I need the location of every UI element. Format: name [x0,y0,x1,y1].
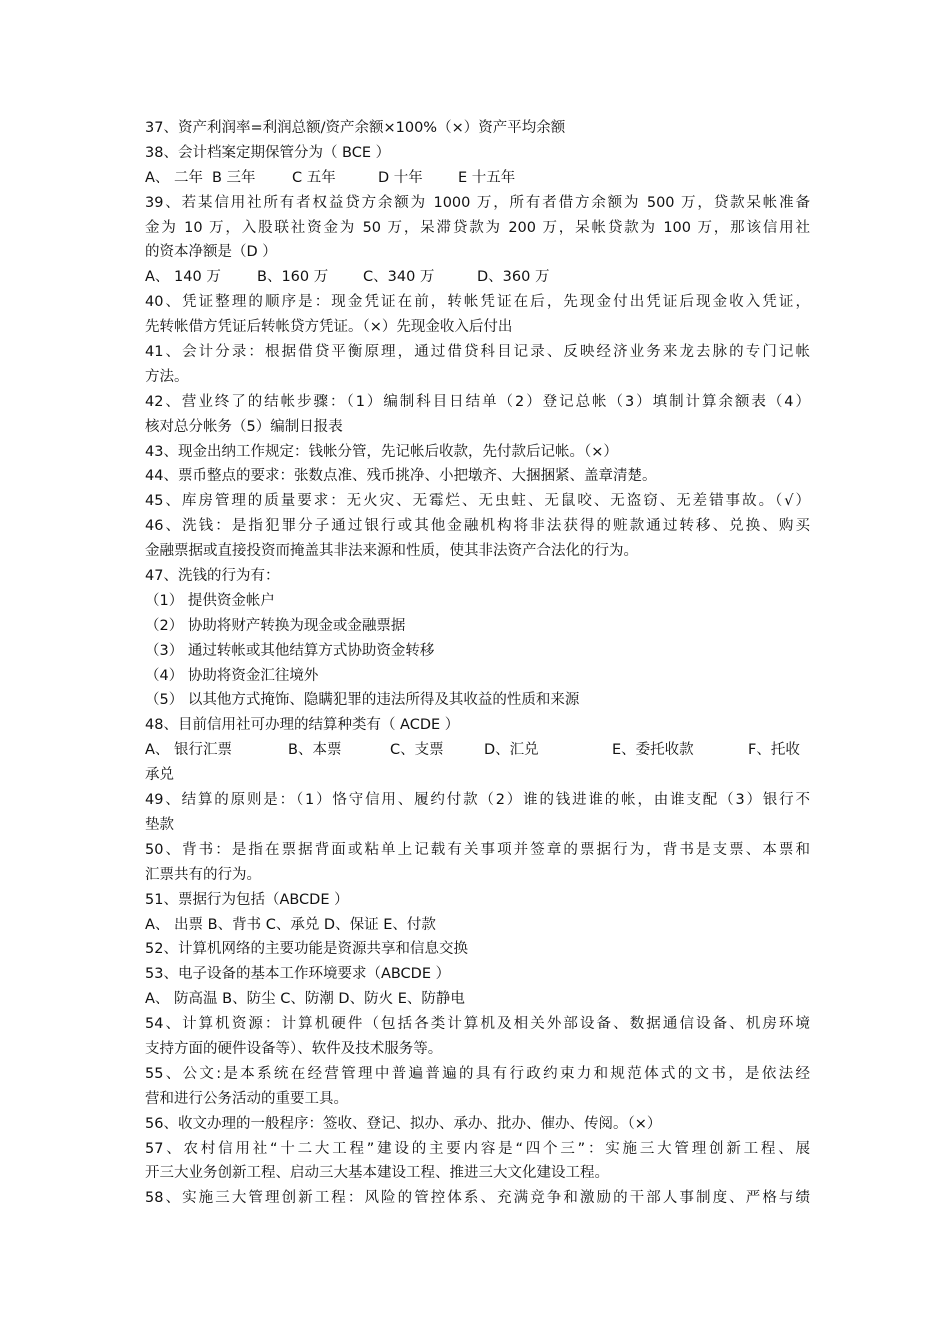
option-item: B 三年 [212,169,256,186]
text-line: 方法。 [145,368,189,385]
text-line: 承兑 [145,767,174,784]
option-item: E、委托收款 [612,742,694,759]
options-line [145,166,810,191]
option-item: B、本票 [288,742,342,759]
option-item: A、 银行汇票 [145,742,233,759]
text-line: （1） 提供资金帐户 [145,592,275,609]
text-line: 56、收文办理的一般程序：签收、登记、拟办、承办、批办、催办、传阅。（×） [145,1115,662,1132]
text-line: 50、背书：是指在票据背面或粘单上记载有关事项并签章的票据行为，背书是支票、本票和 [145,841,810,858]
option-item: D、汇兑 [484,742,539,759]
text-line: 53、电子设备的基本工作环境要求（ABCDE ） [145,966,451,983]
text-line: 44、票币整点的要求：张数点准、残币挑净、小把墩齐、大捆捆紧、盖章清楚。 [145,468,657,485]
text-line: 金为 10 万，入股联社资金为 50 万，呆滞贷款为 200 万，呆帐贷款为 100 万，那该信用社 [145,219,810,236]
text-line: 43、现金出纳工作规定：钱帐分管，先记帐后收款，先付款后记帐。（×） [145,443,618,460]
text-line: 47、洗钱的行为有： [145,568,280,585]
text-line: 45、库房管理的质量要求：无火灾、无霉烂、无虫蛀、无鼠咬、无盗窃、无差错事故。（√） [145,493,810,510]
text-line: 57、农村信用社“十二大工程”建设的主要内容是“四个三”：实施三大管理创新工程、展 [145,1140,810,1157]
option-item: F、托收 [748,742,800,759]
text-line: 54、计算机资源：计算机硬件（包括各类计算机及相关外部设备、数据通信设备、机房环境 [145,1016,810,1033]
option-item: D、360 万 [477,269,550,286]
text-line: 58、实施三大管理创新工程：风险的管控体系、充满竞争和激励的干部人事制度、严格与绩 [145,1190,810,1207]
text-line: （2） 协助将财产转换为现金或金融票据 [145,617,406,634]
options-line [145,738,810,763]
option-item: E 十五年 [458,169,516,186]
option-item: B、160 万 [257,269,329,286]
document-page [145,116,810,1211]
text-line: （4） 协助将资金汇往境外 [145,667,319,684]
option-item: A、 140 万 [145,269,221,286]
text-line: 49、结算的原则是：（1）恪守信用、履约付款（2）谁的钱进谁的帐，由谁支配（3）银行不 [145,792,810,809]
text-line: 先转帐借方凭证后转帐贷方凭证。（×）先现金收入后付出 [145,319,513,336]
text-line: 的资本净额是（D ） [145,244,277,261]
text-line: 42、营业终了的结帐步骤：（1）编制科目日结单（2）登记总帐（3）填制计算余额表（4） [145,393,810,410]
text-line: 金融票据或直接投资而掩盖其非法来源和性质，使其非法资产合法化的行为。 [145,543,638,560]
option-item: D 十年 [378,169,423,186]
text-line: 汇票共有的行为。 [145,866,261,883]
text-line: 38、会计档案定期保管分为（ BCE ） [145,144,391,161]
text-line: 核对总分帐务（5）编制日报表 [145,418,343,435]
text-line: 开三大业务创新工程、启动三大基本建设工程、推进三大文化建设工程。 [145,1165,609,1182]
text-line: 支持方面的硬件设备等）、软件及技术服务等。 [145,1040,443,1057]
text-line: 41、会计分录：根据借贷平衡原理，通过借贷科目记录、反映经济业务来龙去脉的专门记帐 [145,344,810,361]
text-line: 52、计算机网络的主要功能是资源共享和信息交换 [145,941,468,958]
text-line: 55、公文:是本系统在经营管理中普遍普遍的具有行政约束力和规范体式的文书，是依法经 [145,1065,810,1082]
text-line: 40、凭证整理的顺序是：现金凭证在前，转帐凭证在后，先现金付出凭证后现金收入凭证， [145,294,810,311]
text-line: （3） 通过转帐或其他结算方式协助资金转移 [145,642,435,659]
option-item: A、 二年 [145,169,204,186]
text-line: 营和进行公务活动的重要工具。 [145,1090,348,1107]
text-line: A、 出票 B、背书 C、承兑 D、保证 E、付款 [145,916,436,933]
option-item: C、支票 [390,742,444,759]
text-line: 48、目前信用社可办理的结算种类有（ ACDE ） [145,717,460,734]
text-line: 51、票据行为包括（ABCDE ） [145,891,349,908]
options-line [145,265,810,290]
option-item: C 五年 [292,169,336,186]
option-item: C、340 万 [363,269,435,286]
text-line: A、 防高温 B、防尘 C、防潮 D、防火 E、防静电 [145,991,465,1008]
text-line: 46、洗钱：是指犯罪分子通过银行或其他金融机构将非法获得的赃款通过转移、兑换、购买 [145,518,810,535]
text-line: （5） 以其他方式掩饰、隐瞒犯罪的违法所得及其收益的性质和来源 [145,692,580,709]
text-line: 垫款 [145,816,174,833]
text-line: 37、资产利润率=利润总额/资产余额×100%（×）资产平均余额 [145,120,566,136]
text-line: 39、若某信用社所有者权益贷方余额为 1000 万，所有者借方余额为 500 万，贷款呆帐准备 [145,194,810,211]
